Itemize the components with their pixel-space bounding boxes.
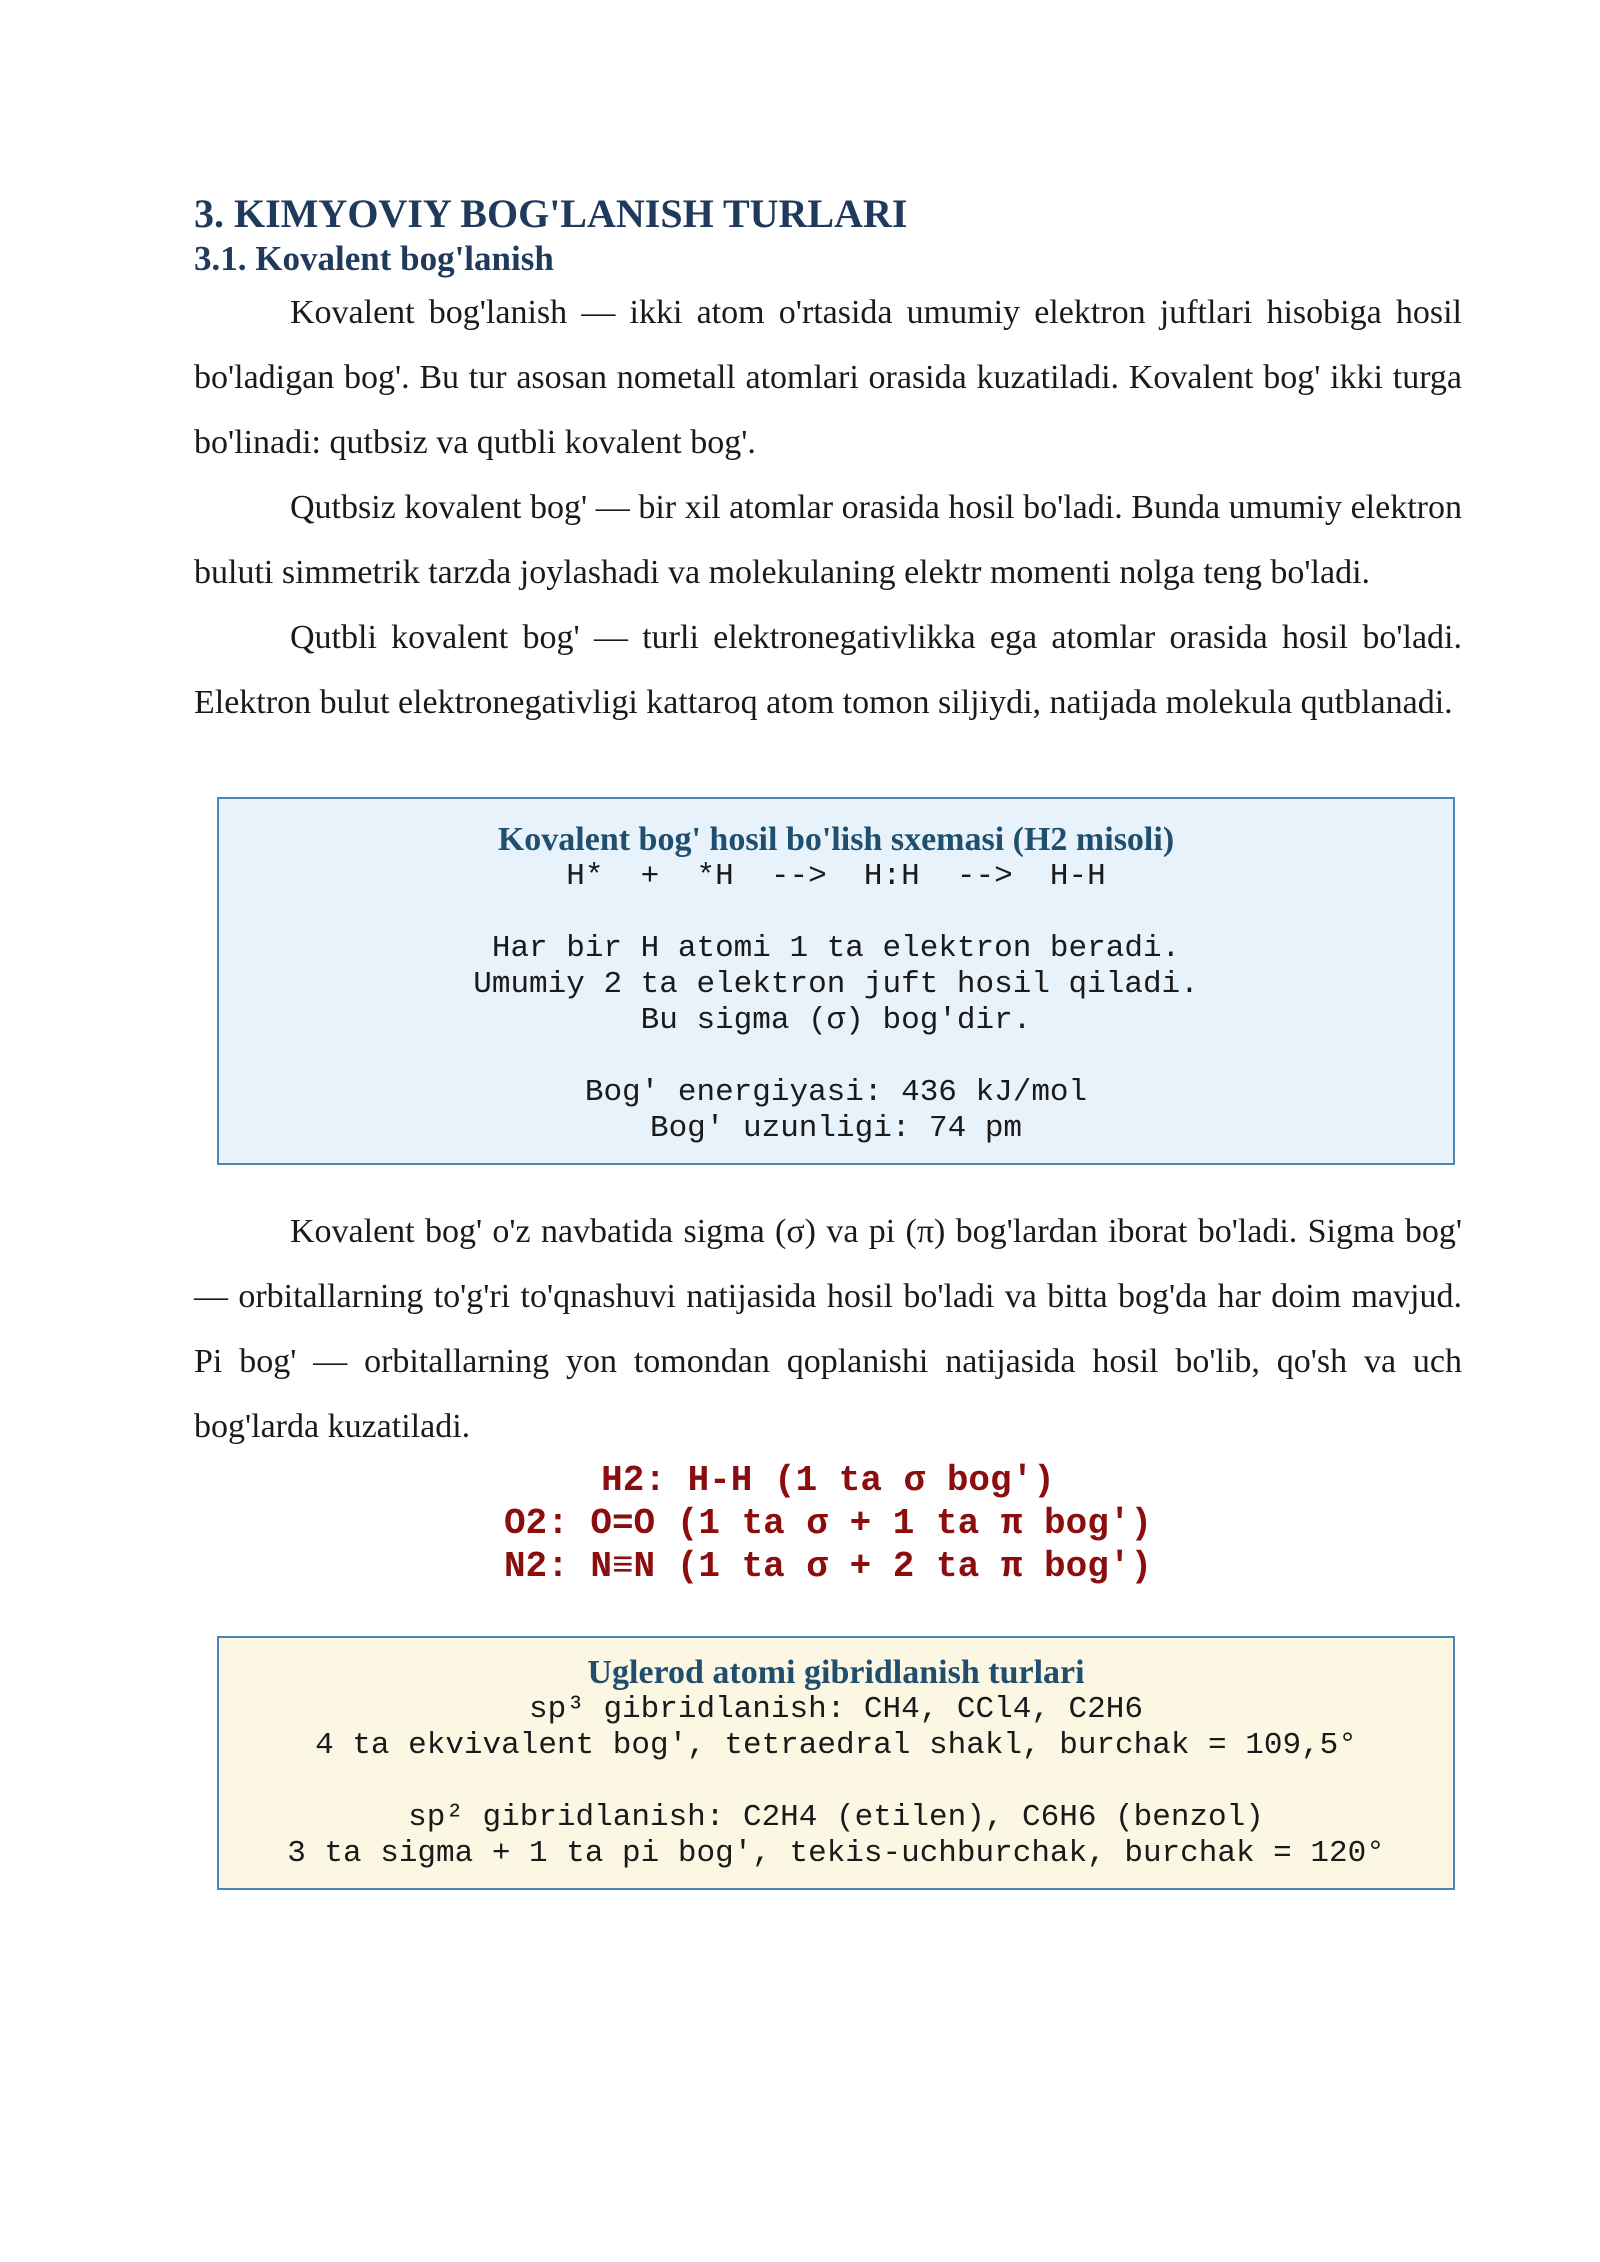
bond-example-o2: O2: O=O (1 ta σ + 1 ta π bog') — [503, 1503, 1153, 1544]
section-heading: 3.1. Kovalent bog'lanish — [194, 239, 554, 278]
page-content — [194, 190, 1462, 1890]
hybridization-line: sp² gibridlanish: C2H4 (etilen), C6H6 (benzol) — [408, 1800, 1264, 1835]
scheme-line: Har bir H atomi 1 ta elektron beradi. — [491, 931, 1181, 966]
scheme-spacer — [229, 895, 1443, 931]
hybridization-line: sp³ gibridlanish: CH4, CCl4, C2H6 — [529, 1692, 1143, 1727]
scheme-line: Bog' uzunligi: 74 pm — [649, 1111, 1023, 1146]
scheme-line: H* + *H --> H:H --> H-H — [566, 859, 1106, 894]
hybridization-box-title: Uglerod atomi gibridlanish turlari — [587, 1654, 1085, 1691]
hybridization-spacer — [229, 1764, 1443, 1800]
paragraph-covalent-intro: Kovalent bog'lanish — ikki atom o'rtasida umumiy elektron juftlari hisobiga hosil bo'ladigan bog'. Bu tur asosan nometall atomlari orasida kuzatiladi. Kovalent bog' ikki turga bo'linadi: qutbsiz va qutbli kovalent bog'. — [194, 294, 1462, 461]
scheme-spacer — [229, 1039, 1443, 1075]
scheme-line: Bog' energiyasi: 436 kJ/mol — [584, 1075, 1088, 1110]
bond-example-n2: N2: N≡N (1 ta σ + 2 ta π bog') — [503, 1546, 1153, 1587]
scheme-line: Umumiy 2 ta elektron juft hosil qiladi. — [473, 967, 1199, 1002]
hybridization-line: 4 ta ekvivalent bog', tetraedral shakl, burchak = 109,5° — [315, 1728, 1357, 1763]
paragraph-nonpolar: Qutbsiz kovalent bog' — bir xil atomlar orasida hosil bo'ladi. Bunda umumiy elektron buluti simmetrik tarzda joylashadi va molekulaning elektr momenti nolga teng bo'ladi. — [194, 489, 1462, 591]
scheme-box-title: Kovalent bog' hosil bo'lish sxemasi (H2 misoli) — [497, 821, 1175, 858]
scheme-line: Bu sigma (σ) bog'dir. — [640, 1003, 1032, 1038]
chapter-heading: 3. KIMYOVIY BOG'LANISH TURLARI — [194, 191, 908, 236]
h2-formation-scheme-box — [217, 797, 1455, 1165]
hybridization-box — [217, 1636, 1455, 1890]
bond-examples — [194, 1459, 1462, 1588]
paragraph-sigma-pi: Kovalent bog' o'z navbatida sigma (σ) va pi (π) bog'lardan iborat bo'ladi. Sigma bog' — orbitallarning to'g'ri to'qnashuvi natijasida hosil bo'ladi va bitta bog'da har doim mavjud. Pi bog' — orbitallarning yon tomondan qoplanishi natijasida hosil bo'lib, qo'sh va uch bog'larda kuzatiladi. — [194, 1213, 1462, 1445]
bond-example-h2: H2: H-H (1 ta σ bog') — [601, 1460, 1055, 1501]
hybridization-line: 3 ta sigma + 1 ta pi bog', tekis-uchburchak, burchak = 120° — [287, 1836, 1385, 1871]
paragraph-polar: Qutbli kovalent bog' — turli elektronegativlikka ega atomlar orasida hosil bo'ladi. Elektron bulut elektronegativligi kattaroq atom tomon siljiydi, natijada molekula qutblanadi. — [194, 619, 1462, 721]
